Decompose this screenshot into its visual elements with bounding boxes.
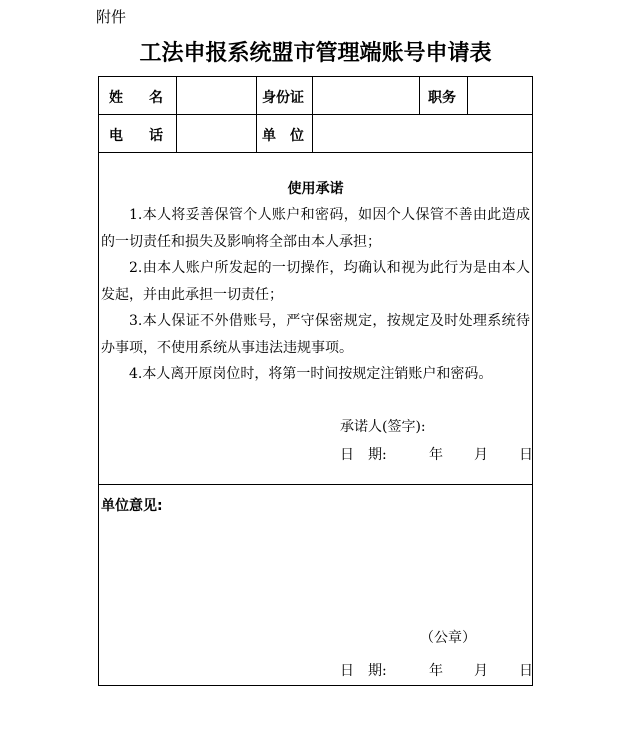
commitment-heading: 使用承诺 <box>287 181 344 197</box>
form-title: 工法申报系统盟市管理端账号申请表 <box>139 40 492 66</box>
opinion-month: 月 <box>474 663 488 679</box>
col-divider-4 <box>419 77 420 114</box>
unit-opinion-label: 单位意见: <box>101 498 163 514</box>
clause-3: 3.本人保证不外借账号，严守保密规定，按规定及时处理系统待办事项，不使用系统从事违法违规事项。 <box>101 313 530 356</box>
id-card-label: 身份证 <box>262 90 304 106</box>
phone-label: 电话 <box>109 128 189 144</box>
col-divider-2 <box>256 77 257 152</box>
opinion-year: 年 <box>429 663 443 679</box>
commitment-day: 日 <box>519 447 533 463</box>
official-seal-label: （公章） <box>420 630 476 646</box>
opinion-day: 日 <box>519 663 533 679</box>
row-divider-2 <box>99 152 532 153</box>
clause-4: 4.本人离开原岗位时，将第一时间按规定注销账户和密码。 <box>129 366 493 382</box>
row-divider-3 <box>99 484 532 485</box>
opinion-date-label: 日 期: <box>340 663 387 679</box>
position-label: 职务 <box>428 90 456 106</box>
clause-2: 2.由本人账户所发起的一切操作，均确认和视为此行为是由本人发起，并由此承担一切责任； <box>101 260 530 303</box>
row-divider-1 <box>99 114 532 115</box>
application-form <box>98 76 533 686</box>
col-divider-5 <box>467 77 468 114</box>
commitment-clauses <box>101 202 530 388</box>
name-label: 姓名 <box>109 90 189 106</box>
clause-1: 1.本人将妥善保管个人账户和密码，如因个人保管不善由此造成的一切责任和损失及影响将全部由本人承担； <box>101 207 530 250</box>
commitment-date-label: 日 期: <box>340 447 387 463</box>
signer-label: 承诺人(签字): <box>340 419 426 435</box>
commitment-month: 月 <box>474 447 488 463</box>
commitment-year: 年 <box>429 447 443 463</box>
attachment-label: 附件 <box>96 8 127 26</box>
unit-label: 单位 <box>262 128 318 144</box>
